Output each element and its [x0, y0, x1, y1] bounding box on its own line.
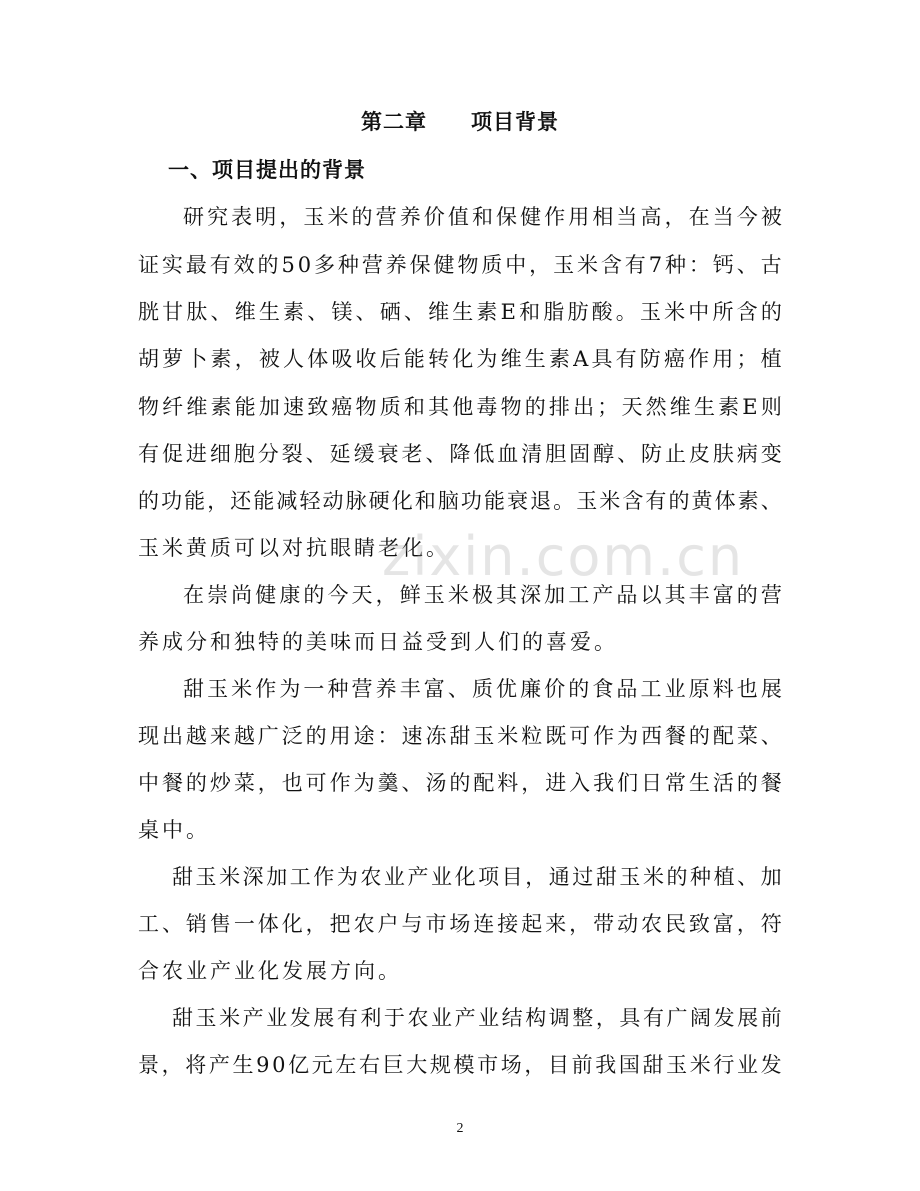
paragraph-line: 物 纤 维 素 能 加 速 致 癌 物 质 和 其 他 毒 物 的 排 出 ； 天 然 维 生 素 E 则 [138, 395, 782, 419]
paragraph-line: 养成分和独特的美味而日益受到人们的喜爱。 [138, 630, 618, 654]
paragraph-line: 胡 萝 卜 素 ， 被 人 体 吸 收 后 能 转 化 为 维 生 素 A 具 有 防 癌 作 用 ； 植 [138, 347, 782, 371]
section-title: 一、项目提出的背景 [168, 158, 366, 182]
paragraph-line: 胱 甘 肽 、 维 生 素 、 镁 、 硒 、 维 生 素 E 和 脂 肪 酸 。 玉 米 中 所 含 的 [138, 300, 782, 324]
paragraph-line: 景 ， 将 产 生 9 0 亿 元 左 右 巨 大 规 模 市 场 ， 目 前 我 国 甜 玉 米 行 业 发 [138, 1053, 782, 1077]
paragraph-line: 工 、 销 售 一 体 化 ， 把 农 户 与 市 场 连 接 起 来 ， 带 动 农 民 致 富 ， 符 [138, 912, 782, 936]
chapter-title [0, 106, 920, 136]
paragraph-line: 的 功 能 ， 还 能 减 轻 动 脉 硬 化 和 脑 功 能 衰 退 。 玉 米 含 有 的 黄 体 素 、 [138, 489, 782, 513]
paragraph-line: 甜 玉 米 产 业 发 展 有 利 于 农 业 产 业 结 构 调 整 ， 具 有 广 阔 发 展 前 [172, 1006, 782, 1030]
watermark: zixin.com.cn [382, 525, 745, 588]
chapter-name: 项目背景 [471, 110, 559, 134]
paragraph-line: 中 餐 的 炒 菜 ， 也 可 作 为 羹 、 汤 的 配 料 ， 进 入 我 们 日 常 生 活 的 餐 [138, 771, 782, 795]
paragraph-line: 玉米黄质可以对抗眼睛老化。 [138, 536, 450, 560]
paragraph-line: 桌中。 [138, 818, 210, 842]
paragraph-line: 现 出 越 来 越 广 泛 的 用 途 ： 速 冻 甜 玉 米 粒 既 可 作 为 西 餐 的 配 菜 、 [138, 724, 782, 748]
page-number: 2 [456, 1121, 464, 1136]
paragraph-line: 甜 玉 米 深 加 工 作 为 农 业 产 业 化 项 目 ， 通 过 甜 玉 米 的 种 植 、 加 [172, 865, 782, 889]
paragraph-line: 合农业产业化发展方向。 [138, 959, 402, 983]
paragraph-line: 证 实 最 有 效 的 5 0 多 种 营 养 保 健 物 质 中 ， 玉 米 含 有 7 种 ： 钙 、 古 [138, 253, 782, 277]
paragraph-line: 有 促 进 细 胞 分 裂 、 延 缓 衰 老 、 降 低 血 清 胆 固 醇 、 防 止 皮 肤 病 变 [138, 442, 782, 466]
paragraph-line: 研 究 表 明 ， 玉 米 的 营 养 价 值 和 保 健 作 用 相 当 高 ， 在 当 今 被 [183, 205, 782, 229]
paragraph-line: 在 崇 尚 健 康 的 今 天 ， 鲜 玉 米 极 其 深 加 工 产 品 以 其 丰 富 的 营 [183, 583, 782, 607]
chapter-number: 第二章 [361, 110, 427, 134]
paragraph-line: 甜 玉 米 作 为 一 种 营 养 丰 富 、 质 优 廉 价 的 食 品 工 业 原 料 也 展 [183, 677, 782, 701]
